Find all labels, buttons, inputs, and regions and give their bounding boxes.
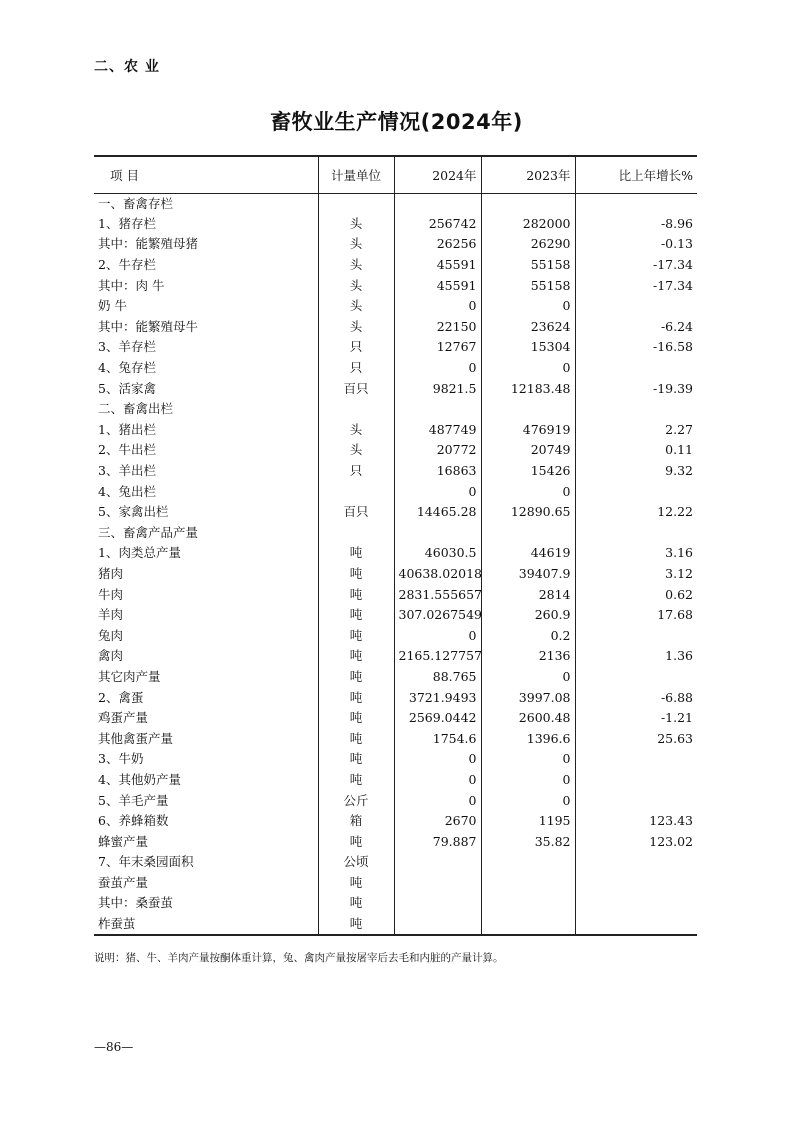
cell-item: 其中：能繁殖母牛 bbox=[98, 318, 199, 334]
cell-2024: 487749 bbox=[394, 420, 481, 441]
table-row bbox=[94, 378, 697, 399]
cell-item: 4、其他奶产量 bbox=[98, 771, 181, 787]
table-row bbox=[94, 399, 697, 420]
cell-growth: -17.34 bbox=[575, 255, 697, 276]
table-row bbox=[94, 687, 697, 708]
cell-item: 2、牛出栏 bbox=[98, 442, 156, 458]
cell-2023: 476919 bbox=[481, 420, 575, 441]
cell-unit: 吨 bbox=[318, 749, 394, 770]
cell-growth: 123.43 bbox=[575, 811, 697, 832]
cell-unit: 箱 bbox=[318, 811, 394, 832]
cell-growth: -16.58 bbox=[575, 337, 697, 358]
cell-growth bbox=[575, 770, 697, 791]
table-row bbox=[94, 749, 697, 770]
cell-2024: 0 bbox=[394, 625, 481, 646]
cell-growth: 9.32 bbox=[575, 461, 697, 482]
cell-unit: 吨 bbox=[318, 873, 394, 894]
cell-2024: 9821.5 bbox=[394, 378, 481, 399]
cell-2024: 16863 bbox=[394, 461, 481, 482]
cell-unit: 吨 bbox=[318, 770, 394, 791]
cell-item: 柞蚕茧 bbox=[94, 914, 318, 935]
table-row bbox=[94, 790, 697, 811]
cell-item: 2、禽蛋 bbox=[98, 689, 144, 705]
cell-2023 bbox=[481, 852, 575, 873]
cell-unit: 头 bbox=[318, 234, 394, 255]
cell-item: 1、猪出栏 bbox=[98, 421, 156, 437]
table-row bbox=[94, 234, 697, 255]
cell-unit: 只 bbox=[318, 337, 394, 358]
table-row bbox=[94, 584, 697, 605]
cell-item: 禽肉 bbox=[98, 648, 124, 664]
cell-2024 bbox=[394, 399, 481, 420]
cell-item: 其中：能繁殖母猪 bbox=[98, 236, 199, 252]
table-row bbox=[94, 193, 697, 214]
cell-item: 奶 牛 bbox=[98, 298, 127, 314]
table-row bbox=[94, 461, 697, 482]
cell-item: 5、羊毛产量 bbox=[98, 792, 169, 808]
cell-unit bbox=[318, 481, 394, 502]
cell-growth: 0.11 bbox=[575, 440, 697, 461]
cell-growth bbox=[575, 873, 697, 894]
cell-2024: 2569.0442 bbox=[394, 708, 481, 729]
cell-2024: 256742 bbox=[394, 214, 481, 235]
cell-2023: 3997.08 bbox=[481, 687, 575, 708]
table-row bbox=[94, 811, 697, 832]
cell-2024: 45591 bbox=[394, 255, 481, 276]
cell-growth bbox=[575, 625, 697, 646]
table-row bbox=[94, 420, 697, 441]
cell-item: 羊肉 bbox=[98, 607, 124, 623]
footnote: 说明：猪、牛、羊肉产量按酮体重计算，兔、禽肉产量按屠宰后去毛和内脏的产量计算。 bbox=[94, 952, 504, 964]
table-row bbox=[94, 625, 697, 646]
cell-2024 bbox=[394, 893, 481, 914]
cell-2024: 307.0267549 bbox=[394, 605, 481, 626]
header-growth: 比上年增长% bbox=[575, 156, 697, 193]
cell-2023: 15426 bbox=[481, 461, 575, 482]
cell-2023: 0 bbox=[481, 296, 575, 317]
cell-2023: 2814 bbox=[481, 584, 575, 605]
cell-2023: 0 bbox=[481, 667, 575, 688]
table-row bbox=[94, 893, 697, 914]
table-row bbox=[94, 852, 697, 873]
cell-item: 蜂蜜产量 bbox=[98, 833, 149, 849]
cell-growth: -1.21 bbox=[575, 708, 697, 729]
cell-item: 兔肉 bbox=[98, 627, 124, 643]
table-row bbox=[94, 543, 697, 564]
cell-2024: 46030.5 bbox=[394, 543, 481, 564]
cell-unit: 吨 bbox=[318, 667, 394, 688]
cell-2023: 20749 bbox=[481, 440, 575, 461]
cell-unit: 吨 bbox=[318, 646, 394, 667]
table-row bbox=[94, 275, 697, 296]
cell-item: 二、畜禽出栏 bbox=[98, 401, 174, 417]
cell-2023: 35.82 bbox=[481, 831, 575, 852]
cell-growth: -8.96 bbox=[575, 214, 697, 235]
table-row bbox=[94, 728, 697, 749]
cell-item: 1、猪存栏 bbox=[98, 215, 156, 231]
cell-2023 bbox=[481, 873, 575, 894]
page-title: 畜牧业生产情况(2024年) bbox=[270, 110, 523, 134]
cell-unit: 公顷 bbox=[318, 852, 394, 873]
table-row bbox=[94, 214, 697, 235]
cell-growth bbox=[575, 193, 697, 214]
cell-2024: 1754.6 bbox=[394, 728, 481, 749]
cell-2024: 12767 bbox=[394, 337, 481, 358]
cell-item: 4、兔出栏 bbox=[98, 483, 156, 499]
cell-item: 6、养蜂箱数 bbox=[98, 813, 169, 829]
cell-2024: 88.765 bbox=[394, 667, 481, 688]
cell-growth bbox=[575, 481, 697, 502]
cell-item: 猪肉 bbox=[98, 565, 124, 581]
cell-unit: 百只 bbox=[318, 502, 394, 523]
cell-2024: 0 bbox=[394, 358, 481, 379]
cell-2024: 79.887 bbox=[394, 831, 481, 852]
cell-growth: 3.16 bbox=[575, 543, 697, 564]
cell-unit: 吨 bbox=[318, 893, 394, 914]
cell-item: 3、羊存栏 bbox=[98, 339, 156, 355]
cell-2024: 45591 bbox=[394, 275, 481, 296]
cell-growth: 3.12 bbox=[575, 564, 697, 585]
cell-growth: 25.63 bbox=[575, 728, 697, 749]
cell-growth: 12.22 bbox=[575, 502, 697, 523]
cell-2024: 14465.28 bbox=[394, 502, 481, 523]
cell-item: 7、年末桑园面积 bbox=[98, 854, 194, 870]
cell-unit bbox=[318, 193, 394, 214]
cell-item: 其它肉产量 bbox=[98, 668, 161, 684]
cell-2024: 0 bbox=[394, 790, 481, 811]
cell-unit: 头 bbox=[318, 214, 394, 235]
cell-item: 2、牛存栏 bbox=[98, 257, 156, 273]
cell-growth bbox=[575, 296, 697, 317]
cell-growth: -19.39 bbox=[575, 378, 697, 399]
table-row bbox=[94, 646, 697, 667]
cell-item: 其中：肉 牛 bbox=[98, 277, 165, 293]
cell-2023 bbox=[481, 893, 575, 914]
cell-2023: 26290 bbox=[481, 234, 575, 255]
cell-2023: 282000 bbox=[481, 214, 575, 235]
cell-2023: 0 bbox=[481, 749, 575, 770]
cell-growth bbox=[575, 523, 697, 544]
cell-growth: 123.02 bbox=[575, 831, 697, 852]
table-row bbox=[94, 914, 697, 935]
cell-2023 bbox=[481, 914, 575, 935]
table-row bbox=[94, 255, 697, 276]
cell-2024: 26256 bbox=[394, 234, 481, 255]
cell-growth: 1.36 bbox=[575, 646, 697, 667]
cell-unit: 头 bbox=[318, 420, 394, 441]
cell-unit: 吨 bbox=[318, 831, 394, 852]
cell-2023: 0 bbox=[481, 790, 575, 811]
cell-2024: 0 bbox=[394, 770, 481, 791]
table-row bbox=[94, 667, 697, 688]
table-row bbox=[94, 770, 697, 791]
cell-item: 鸡蛋产量 bbox=[98, 710, 149, 726]
cell-2024: 0 bbox=[394, 481, 481, 502]
table-row bbox=[94, 337, 697, 358]
cell-2023: 0 bbox=[481, 770, 575, 791]
header-2024: 2024年 bbox=[394, 156, 481, 193]
cell-growth bbox=[575, 399, 697, 420]
cell-2024 bbox=[394, 852, 481, 873]
cell-unit: 头 bbox=[318, 296, 394, 317]
cell-2024: 22150 bbox=[394, 317, 481, 338]
table-row bbox=[94, 564, 697, 585]
cell-2023 bbox=[481, 523, 575, 544]
table-row bbox=[94, 481, 697, 502]
cell-unit: 只 bbox=[318, 461, 394, 482]
header-unit: 计量单位 bbox=[318, 156, 394, 193]
cell-item: 5、活家禽 bbox=[98, 380, 156, 396]
cell-2023 bbox=[481, 193, 575, 214]
page-number: —86— bbox=[94, 1040, 134, 1054]
header-item: 项 目 bbox=[94, 156, 318, 193]
cell-2023: 44619 bbox=[481, 543, 575, 564]
cell-2024: 0 bbox=[394, 296, 481, 317]
cell-2023: 1396.6 bbox=[481, 728, 575, 749]
table-header-row bbox=[94, 156, 697, 193]
table-row bbox=[94, 296, 697, 317]
cell-item: 其他禽蛋产量 bbox=[98, 730, 174, 746]
cell-item: 1、肉类总产量 bbox=[98, 545, 181, 561]
cell-growth: -6.88 bbox=[575, 687, 697, 708]
cell-2024: 0 bbox=[394, 749, 481, 770]
cell-2024 bbox=[394, 193, 481, 214]
cell-2024: 3721.9493 bbox=[394, 687, 481, 708]
table-row bbox=[94, 605, 697, 626]
cell-growth bbox=[575, 749, 697, 770]
cell-item: 3、羊出栏 bbox=[98, 463, 156, 479]
cell-2023: 0.2 bbox=[481, 625, 575, 646]
cell-unit: 头 bbox=[318, 440, 394, 461]
cell-growth bbox=[575, 358, 697, 379]
cell-unit: 吨 bbox=[318, 625, 394, 646]
table-row bbox=[94, 317, 697, 338]
cell-2023: 1195 bbox=[481, 811, 575, 832]
cell-2023: 0 bbox=[481, 481, 575, 502]
cell-unit: 头 bbox=[318, 255, 394, 276]
cell-2023: 260.9 bbox=[481, 605, 575, 626]
cell-unit: 百只 bbox=[318, 378, 394, 399]
cell-2023 bbox=[481, 399, 575, 420]
cell-unit: 公斤 bbox=[318, 790, 394, 811]
cell-item: 牛肉 bbox=[98, 586, 124, 602]
cell-growth: 17.68 bbox=[575, 605, 697, 626]
cell-item: 一、畜禽存栏 bbox=[98, 195, 174, 211]
cell-growth: -6.24 bbox=[575, 317, 697, 338]
cell-2024: 20772 bbox=[394, 440, 481, 461]
cell-2023: 55158 bbox=[481, 255, 575, 276]
table-row bbox=[94, 831, 697, 852]
cell-2023: 2600.48 bbox=[481, 708, 575, 729]
cell-unit: 吨 bbox=[318, 605, 394, 626]
section-title: 二、农 业 bbox=[94, 59, 160, 75]
cell-unit: 只 bbox=[318, 358, 394, 379]
table-row bbox=[94, 502, 697, 523]
cell-2024 bbox=[394, 873, 481, 894]
cell-growth bbox=[575, 852, 697, 873]
cell-2024: 2165.127757 bbox=[394, 646, 481, 667]
cell-growth bbox=[575, 914, 697, 935]
cell-item: 4、兔存栏 bbox=[98, 360, 156, 376]
cell-growth bbox=[575, 667, 697, 688]
cell-growth: 2.27 bbox=[575, 420, 697, 441]
cell-2023: 2136 bbox=[481, 646, 575, 667]
cell-2023: 0 bbox=[481, 358, 575, 379]
cell-2023: 12890.65 bbox=[481, 502, 575, 523]
cell-unit: 吨 bbox=[318, 728, 394, 749]
cell-unit: 吨 bbox=[318, 687, 394, 708]
cell-growth: -17.34 bbox=[575, 275, 697, 296]
cell-unit: 吨 bbox=[318, 584, 394, 605]
table-row bbox=[94, 440, 697, 461]
cell-item: 蚕茧产量 bbox=[98, 874, 149, 890]
cell-2024 bbox=[394, 523, 481, 544]
cell-growth: 0.62 bbox=[575, 584, 697, 605]
livestock-table bbox=[94, 155, 697, 936]
cell-2023: 55158 bbox=[481, 275, 575, 296]
table-row bbox=[94, 358, 697, 379]
cell-unit bbox=[318, 523, 394, 544]
cell-unit: 头 bbox=[318, 275, 394, 296]
cell-unit: 吨 bbox=[318, 543, 394, 564]
cell-2023: 23624 bbox=[481, 317, 575, 338]
header-2023: 2023年 bbox=[481, 156, 575, 193]
cell-2023: 12183.48 bbox=[481, 378, 575, 399]
cell-item: 三、畜禽产品产量 bbox=[98, 524, 199, 540]
cell-item: 5、家禽出栏 bbox=[98, 504, 169, 520]
cell-growth: -0.13 bbox=[575, 234, 697, 255]
cell-unit: 吨 bbox=[318, 708, 394, 729]
cell-unit: 头 bbox=[318, 317, 394, 338]
cell-unit: 吨 bbox=[318, 564, 394, 585]
cell-2024: 40638.02018 bbox=[394, 564, 481, 585]
cell-2024: 2831.555657 bbox=[394, 584, 481, 605]
cell-2024 bbox=[394, 914, 481, 935]
table-body bbox=[94, 193, 697, 935]
cell-unit bbox=[318, 399, 394, 420]
cell-unit: 吨 bbox=[318, 914, 394, 935]
cell-growth bbox=[575, 790, 697, 811]
table-row bbox=[94, 523, 697, 544]
table-row bbox=[94, 708, 697, 729]
cell-2024: 2670 bbox=[394, 811, 481, 832]
table-row bbox=[94, 873, 697, 894]
cell-item: 3、牛奶 bbox=[98, 751, 144, 767]
cell-growth bbox=[575, 893, 697, 914]
cell-2023: 15304 bbox=[481, 337, 575, 358]
cell-2023: 39407.9 bbox=[481, 564, 575, 585]
cell-item: 其中：桑蚕茧 bbox=[98, 895, 174, 911]
